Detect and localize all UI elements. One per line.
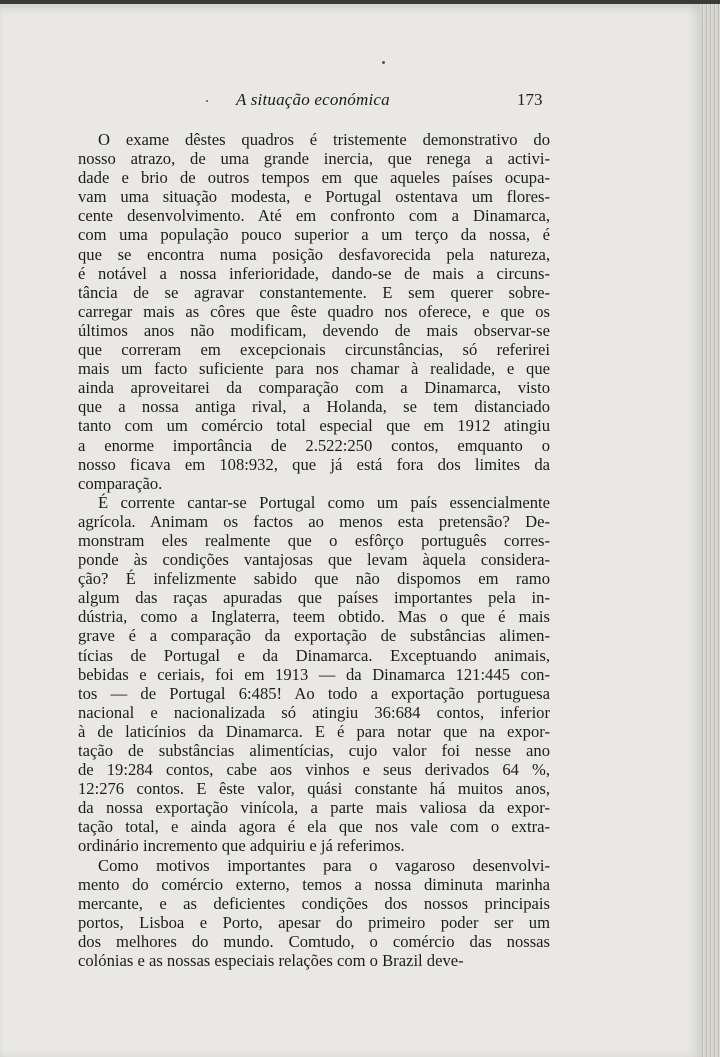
text-line: portos, Lisboa e Porto, apesar do primeiro poder ser um — [78, 912, 550, 932]
text-line: ponde às condições vantajosas que levam àquela considera- — [78, 550, 550, 570]
text-line: a enorme importância de 2.522:250 contos, emquanto o — [78, 435, 550, 455]
text-line: à de laticínios da Dinamarca. E é para notar que na expor- — [78, 721, 550, 741]
body-text — [78, 130, 550, 970]
text-line: ainda aproveitarei da comparação com a Dinamarca, visto — [78, 378, 550, 398]
text-line: tância de se agravar constantemente. E sem querer sobre- — [78, 282, 550, 302]
paragraph — [78, 130, 550, 493]
text-line: É corrente cantar-se Portugal como um país essencialmente — [98, 492, 550, 512]
text-line: algum das raças apuradas que países importantes pela in- — [78, 588, 550, 608]
running-title: A situação económica — [236, 90, 390, 109]
text-line: 12:276 contos. E êste valor, quási constante há muitos anos, — [78, 779, 550, 799]
text-line: de 19:284 contos, cabe aos vinhos e seus derivados 64 %, — [78, 760, 550, 780]
paragraph — [78, 493, 550, 856]
print-speck — [382, 61, 385, 64]
text-line: mais um facto suficiente para nos chamar à realidade, e que — [78, 359, 550, 379]
text-line: dade e brio de outros tempos em que aqueles países ocupa- — [78, 168, 550, 188]
text-line: tícias de Portugal e da Dinamarca. Exceptuando animais, — [78, 645, 550, 665]
text-line: vam uma situação modesta, e Portugal ostentava um flores- — [78, 187, 550, 207]
text-line: monstram eles realmente que o esfôrço português corres- — [78, 530, 550, 550]
text-line: grave é a comparação da exportação de substâncias alimen- — [78, 626, 550, 646]
text-line: nacional e nacionalizada só atingiu 36:684 contos, inferior — [78, 702, 550, 722]
text-line: tanto com um comércio total especial que em 1912 atingiu — [78, 416, 550, 436]
text-line: que correram em excepcionais circunstâncias, só referirei — [78, 340, 550, 360]
text-line: ção? É infelizmente sabido que não dispomos em ramo — [78, 569, 550, 589]
text-line: dústria, como a Inglaterra, teem obtido. Mas o que é mais — [78, 607, 550, 627]
text-line: nosso atrazo, de uma grande inercia, que renega a activi- — [78, 149, 550, 169]
running-header — [0, 90, 700, 114]
text-line: mento do comércio externo, temos a nossa diminuta marinha — [78, 874, 550, 894]
text-line: nosso ficava em 108:932, que já está fora dos limites da — [78, 454, 550, 474]
text-line: tação total, e ainda agora é ela que nos vale com o extra- — [78, 817, 550, 837]
text-line: é notável a nossa inferioridade, dando-se de mais a circuns- — [78, 263, 550, 283]
text-line: últimos anos não modificam, devendo de mais observar-se — [78, 320, 550, 340]
text-line: que se encontra numa posição desfavorecida pela natureza, — [78, 244, 550, 264]
text-line: ordinário incremento que adquiriu e já referimos. — [78, 836, 405, 856]
text-line: dos melhores do mundo. Comtudo, o comércio das nossas — [78, 931, 550, 951]
text-line: mercante, e as deficientes condições dos nossos principais — [78, 893, 550, 913]
paragraph — [78, 856, 550, 971]
text-line: tação de substâncias alimentícias, cujo valor foi nesse ano — [78, 741, 550, 760]
text-line: tos — de Portugal 6:485! Ao todo a exportação portuguesa — [78, 683, 550, 703]
text-line: comparação. — [78, 473, 163, 493]
text-line: O exame dêstes quadros é tristemente demonstrativo do — [98, 130, 550, 149]
page-edge — [700, 4, 720, 1057]
text-line: colónias e as nossas especiais relações com o Brazil deve- — [78, 951, 464, 971]
text-line: cente desenvolvimento. Até em confronto com a Dinamarca, — [78, 206, 550, 226]
text-line: da nossa exportação vinícola, a parte mais valiosa da expor- — [78, 798, 550, 818]
text-line: Como motivos importantes para o vagaroso desenvolvi- — [98, 855, 550, 875]
page-number: 173 — [517, 90, 543, 109]
text-line: com uma população pouco superior a um terço da nossa, é — [78, 225, 550, 245]
text-line: agrícola. Animam os factos ao menos esta pretensão? De- — [78, 511, 550, 531]
text-line: bebidas e ceriais, foi em 1913 — da Dinamarca 121:445 con- — [78, 664, 550, 684]
text-line: que a nossa antiga rival, a Holanda, se tem distanciado — [78, 397, 550, 417]
text-line: carregar mais as côres que êste quadro nos oferece, e que os — [78, 301, 550, 321]
